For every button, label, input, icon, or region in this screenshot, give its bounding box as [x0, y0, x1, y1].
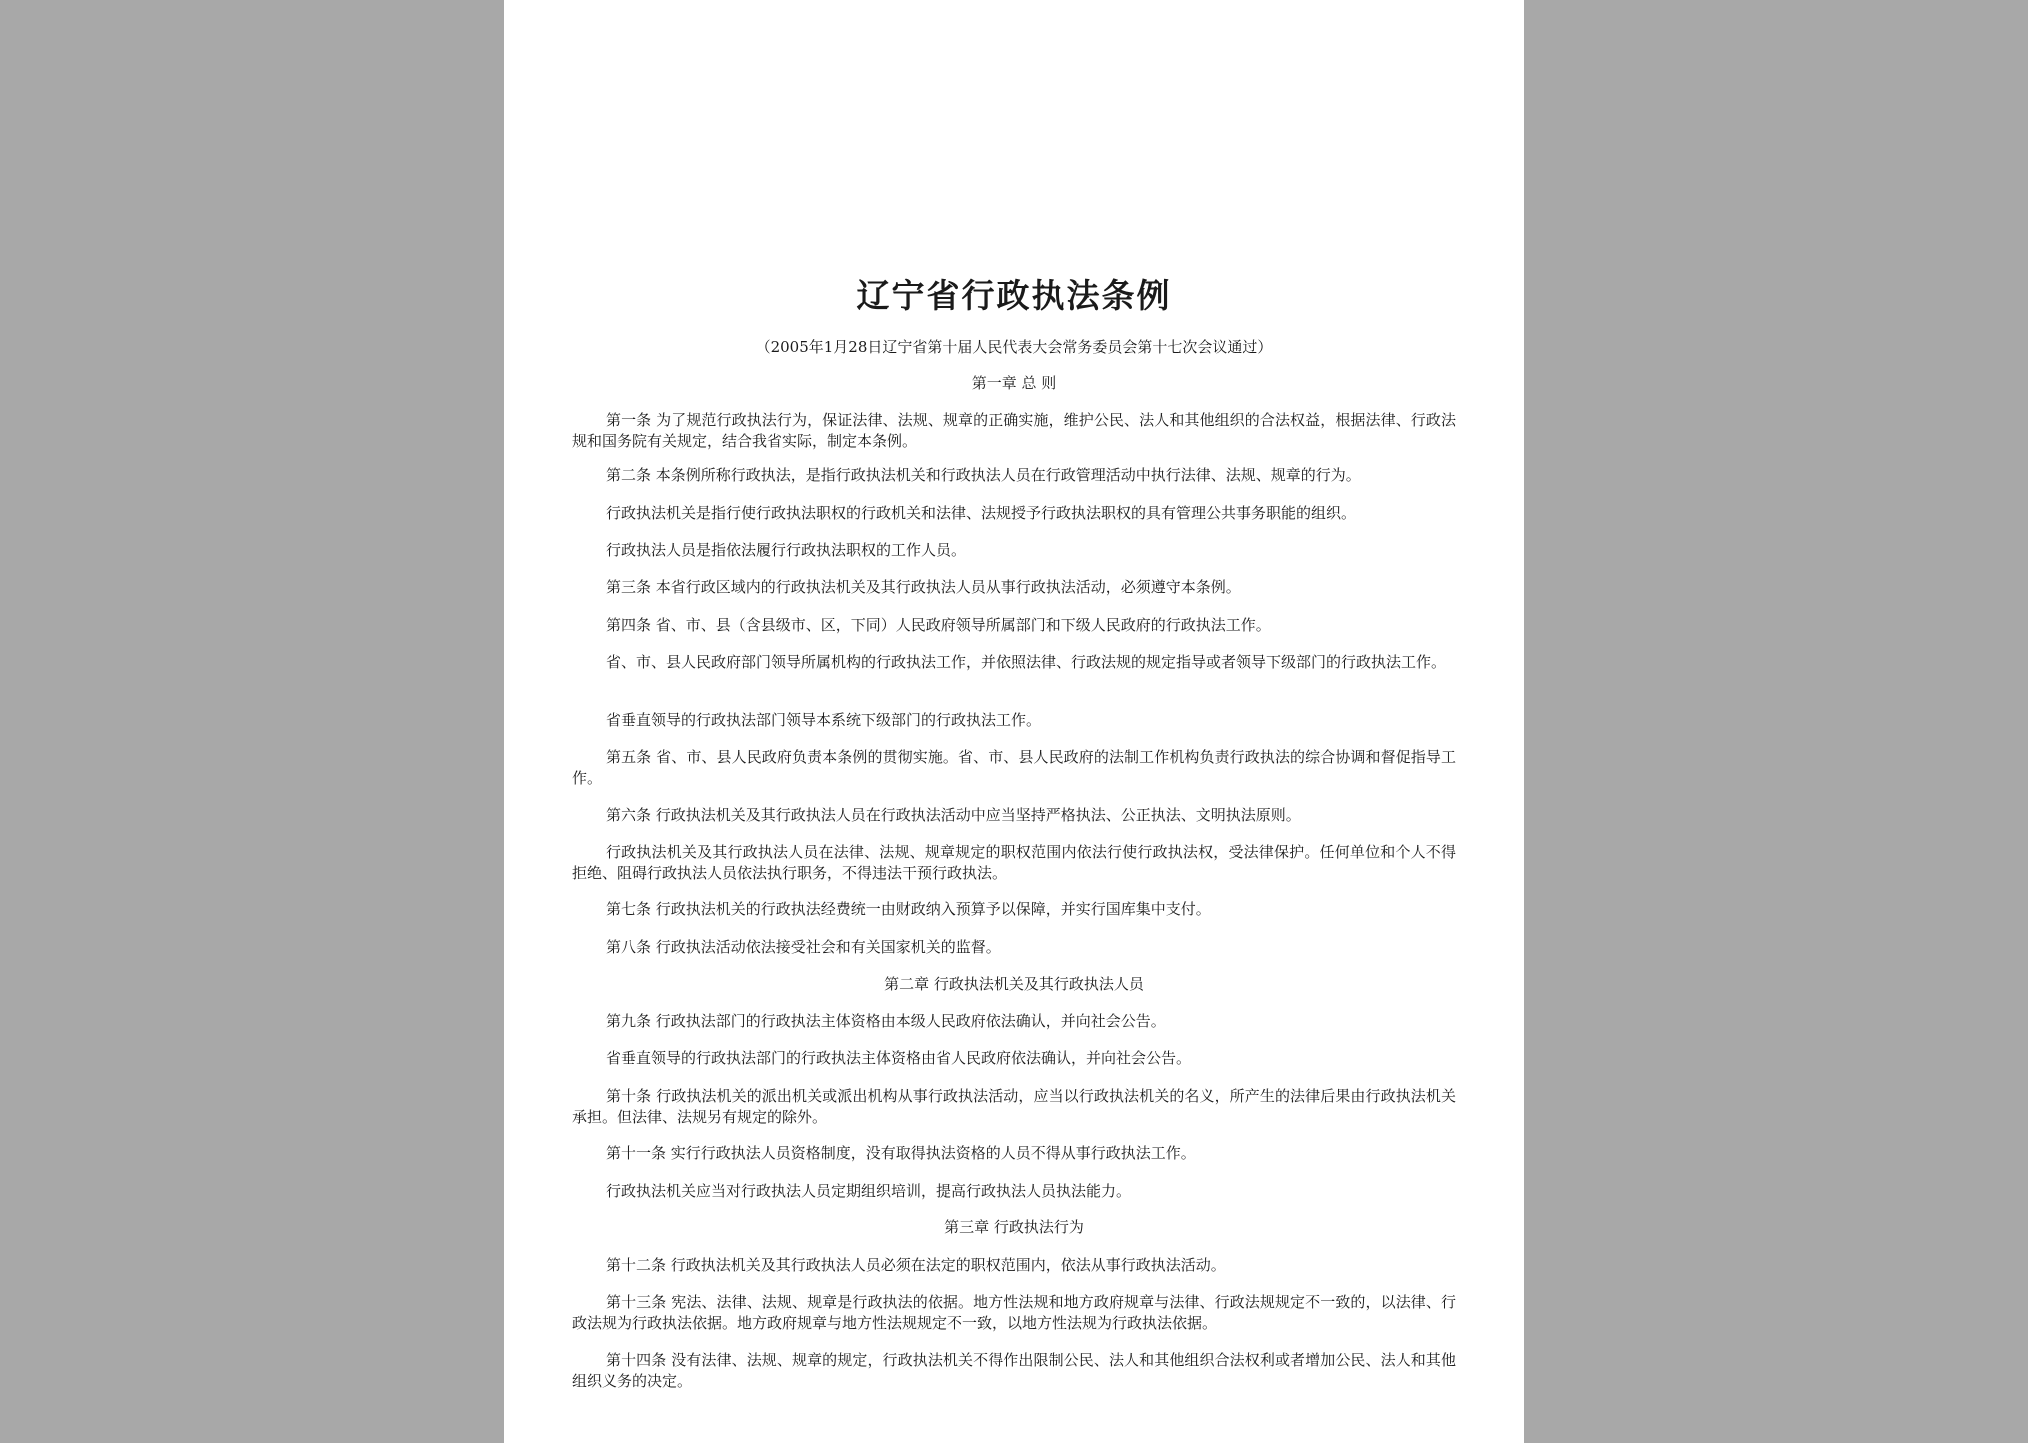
paragraph: 第一条 为了规范行政执法行为，保证法律、法规、规章的正确实施，维护公民、法人和其他组织的合法权益，根据法律、行政法规和国务院有关规定，结合我省实际，制定本条例。	[572, 411, 1456, 450]
paragraph: 第七条 行政执法机关的行政执法经费统一由财政纳入预算予以保障，并实行国库集中支付。	[606, 900, 1211, 918]
paragraph: 第十四条 没有法律、法规、规章的规定，行政执法机关不得作出限制公民、法人和其他组织合法权利或者增加公民、法人和其他组织义务的决定。	[572, 1351, 1456, 1390]
paragraph: 行政执法机关及其行政执法人员在法律、法规、规章规定的职权范围内依法行使行政执法权，受法律保护。任何单位和个人不得拒绝、阻碍行政执法人员依法执行职务，不得违法干预行政执法。	[572, 843, 1456, 882]
paragraph: 第八条 行政执法活动依法接受社会和有关国家机关的监督。	[606, 938, 1001, 956]
paragraph: 省垂直领导的行政执法部门的行政执法主体资格由省人民政府依法确认，并向社会公告。	[606, 1049, 1192, 1067]
chapter-heading: 第一章 总 则	[971, 374, 1057, 392]
document-title: 辽宁省行政执法条例	[856, 276, 1172, 315]
paragraph: 第十条 行政执法机关的派出机关或派出机构从事行政执法活动，应当以行政执法机关的名义，所产生的法律后果由行政执法机关承担。但法律、法规另有规定的除外。	[572, 1087, 1456, 1126]
paragraph: 省、市、县人民政府部门领导所属机构的行政执法工作，并依照法律、行政法规的规定指导或者领导下级部门的行政执法工作。	[606, 653, 1447, 671]
paragraph: 第十一条 实行行政执法人员资格制度，没有取得执法资格的人员不得从事行政执法工作。	[606, 1144, 1196, 1162]
paragraph: 第十二条 行政执法机关及其行政执法人员必须在法定的职权范围内，依法从事行政执法活动。	[606, 1256, 1226, 1274]
paragraph: 行政执法机关是指行使行政执法职权的行政机关和法律、法规授予行政执法职权的具有管理公共事务职能的组织。	[606, 504, 1357, 522]
document-subtitle: （2005年1月28日辽宁省第十届人民代表大会常务委员会第十七次会议通过）	[755, 338, 1273, 356]
paragraph: 第二条 本条例所称行政执法，是指行政执法机关和行政执法人员在行政管理活动中执行法律、法规、规章的行为。	[606, 466, 1361, 484]
paragraph: 行政执法人员是指依法履行行政执法职权的工作人员。	[606, 541, 967, 559]
paragraph: 省垂直领导的行政执法部门领导本系统下级部门的行政执法工作。	[606, 711, 1042, 729]
chapter-heading: 第二章 行政执法机关及其行政执法人员	[884, 975, 1144, 993]
document-page	[504, 0, 1524, 1443]
paragraph: 第四条 省、市、县（含县级市、区，下同）人民政府领导所属部门和下级人民政府的行政执法工作。	[606, 616, 1271, 634]
paragraph: 第六条 行政执法机关及其行政执法人员在行政执法活动中应当坚持严格执法、公正执法、文明执法原则。	[606, 806, 1301, 824]
paragraph: 第五条 省、市、县人民政府负责本条例的贯彻实施。省、市、县人民政府的法制工作机构负责行政执法的综合协调和督促指导工作。	[572, 748, 1456, 787]
paragraph: 第三条 本省行政区域内的行政执法机关及其行政执法人员从事行政执法活动，必须遵守本条例。	[606, 578, 1241, 596]
chapter-heading: 第三章 行政执法行为	[944, 1218, 1084, 1236]
paragraph: 第九条 行政执法部门的行政执法主体资格由本级人民政府依法确认，并向社会公告。	[606, 1012, 1166, 1030]
paragraph: 第十三条 宪法、法律、法规、规章是行政执法的依据。地方性法规和地方政府规章与法律、行政法规规定不一致的，以法律、行政法规为行政执法依据。地方政府规章与地方性法规规定不一致，以地方性法规为行政执法依据。	[572, 1293, 1456, 1332]
paragraph: 行政执法机关应当对行政执法人员定期组织培训，提高行政执法人员执法能力。	[606, 1182, 1132, 1200]
